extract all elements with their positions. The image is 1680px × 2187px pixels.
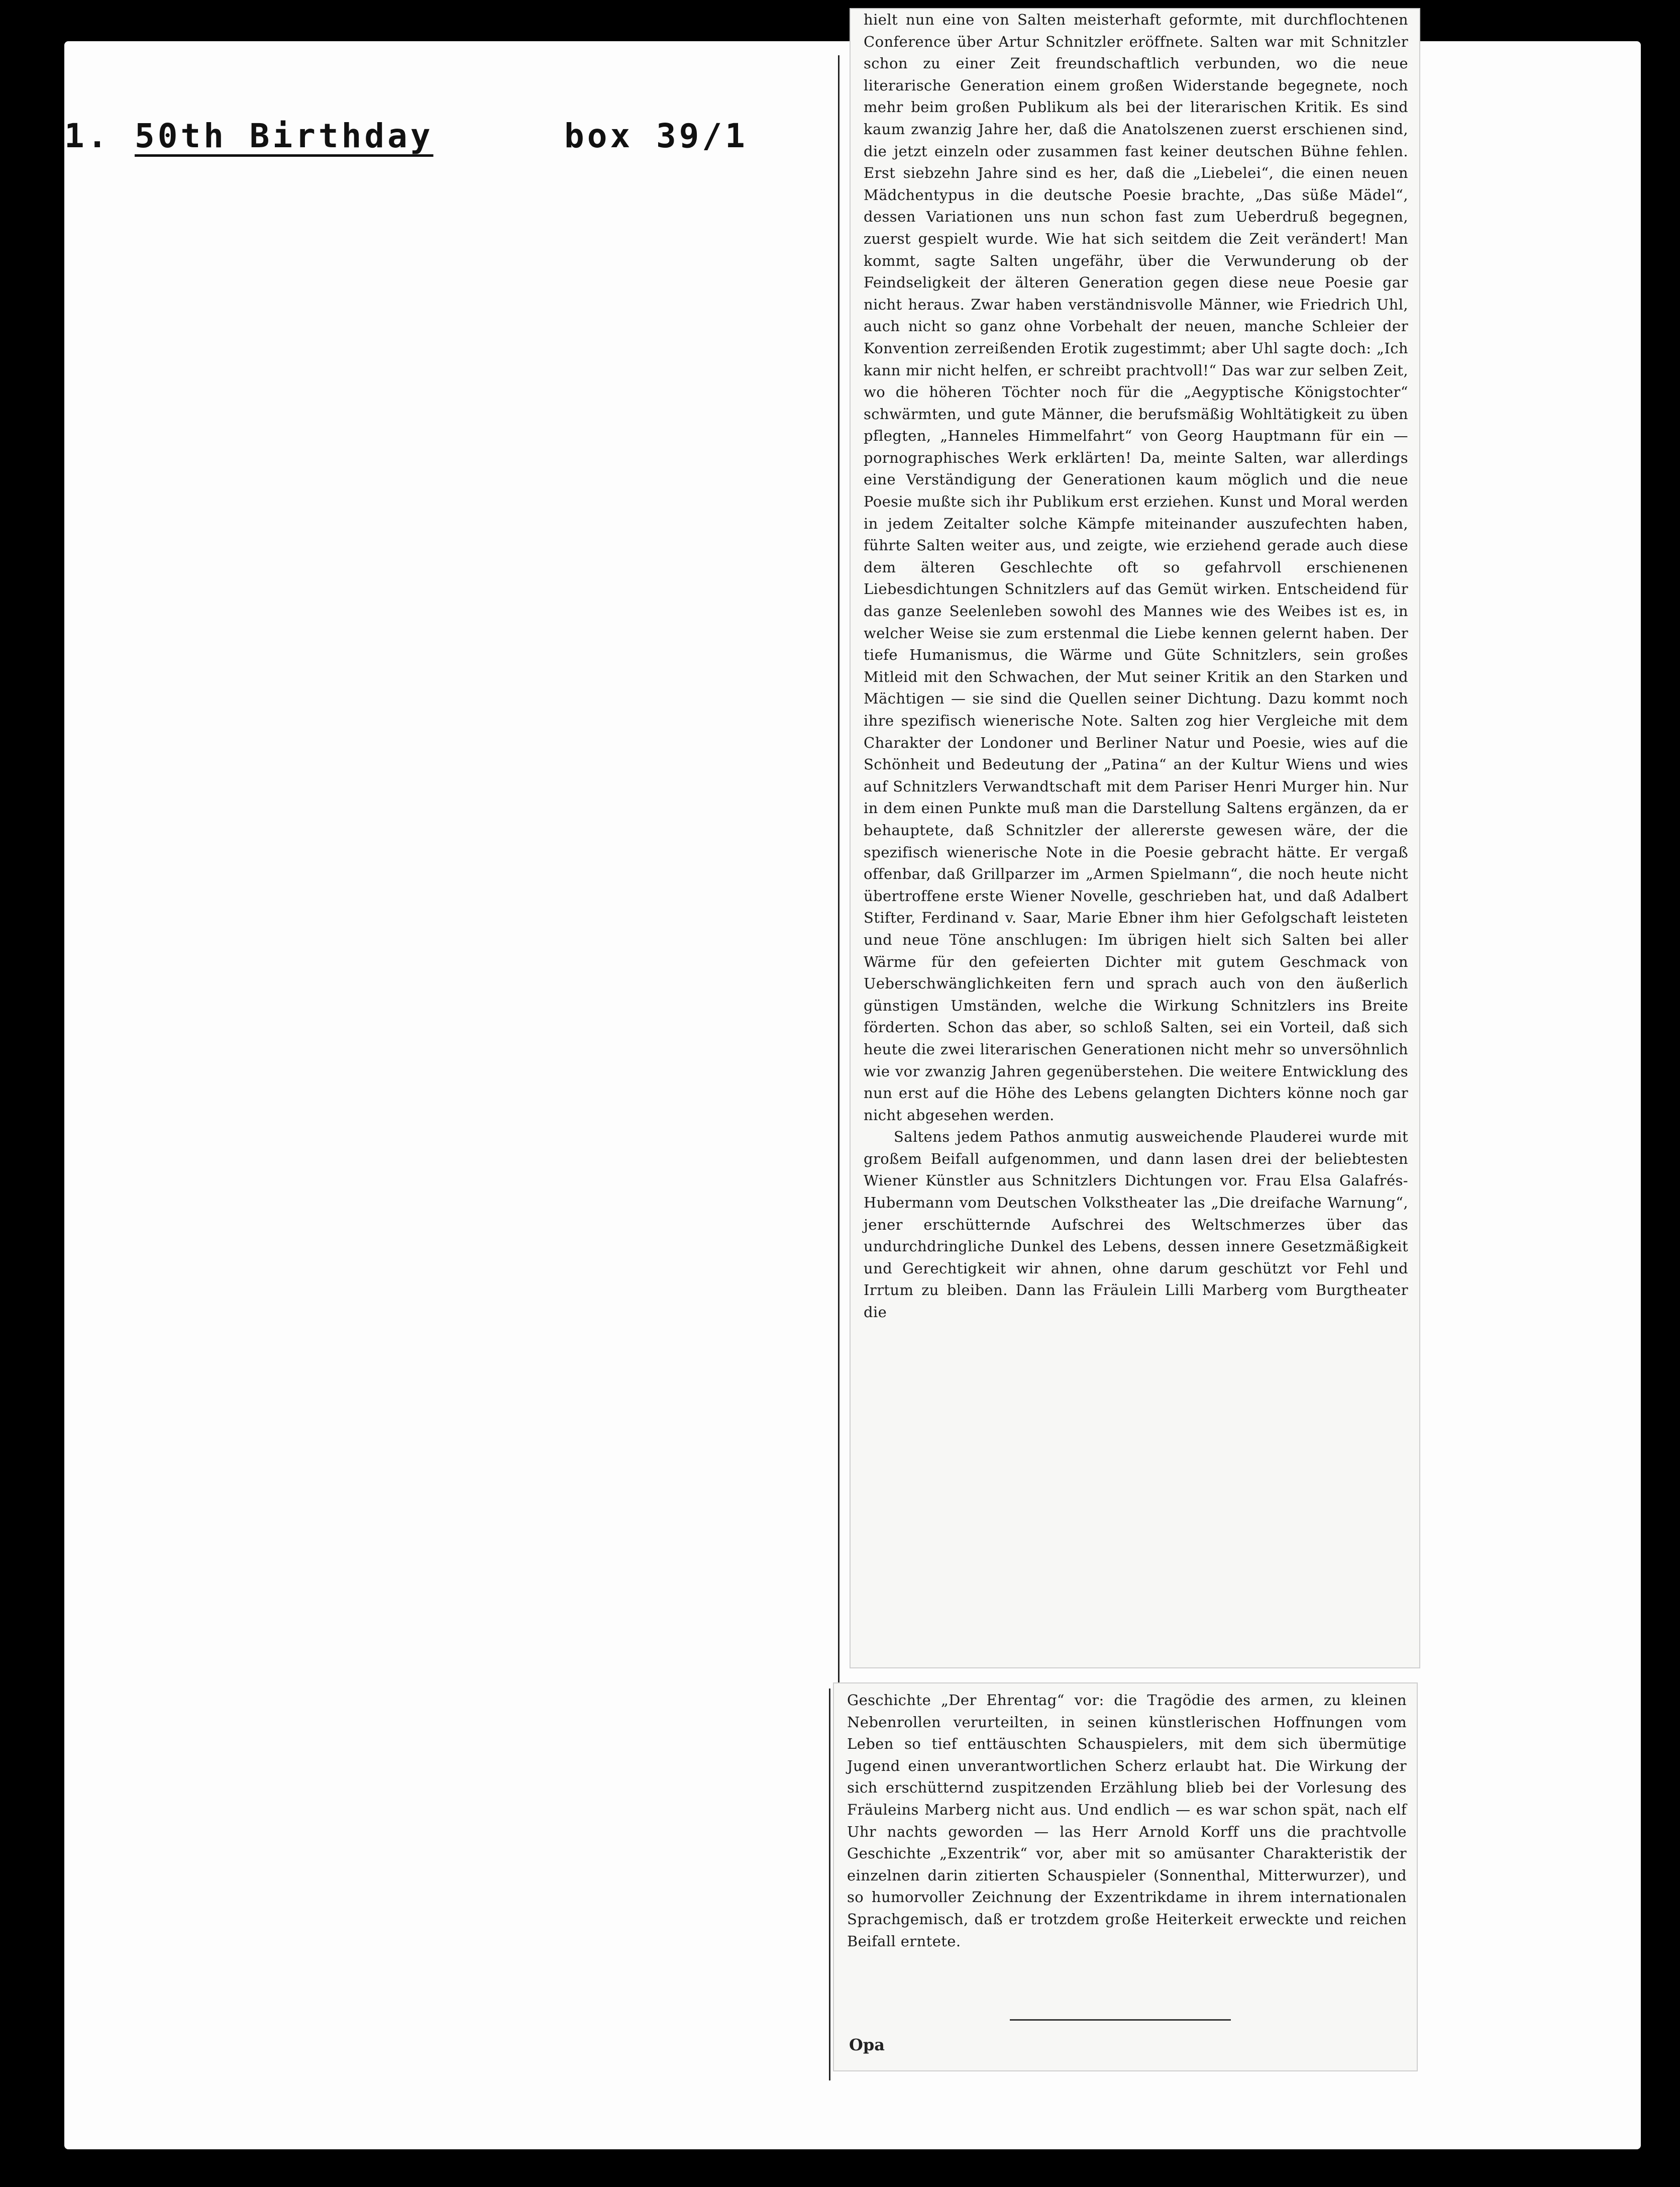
clipping-edge-upper <box>838 55 839 1714</box>
newspaper-clipping-lower <box>834 1683 1417 2070</box>
header-index: 1. <box>64 117 111 155</box>
newspaper-clipping-upper <box>851 9 1419 1667</box>
clipping-footer-fragment: Opa <box>849 2035 885 2054</box>
clipping-edge-lower <box>829 1688 830 2080</box>
clipping-paragraph: Geschichte „Der Ehrentag“ vor: die Tragödie des armen, zu kleinen Nebenrollen verurteilten, in seinen künstlerischen Hoffnungen vom Leben so tief enttäuschten Schauspielers, mit dem sich übermütige Jugend einen unverantwortlichen Scherz erlaubt hat. Die Wirkung der sich erschütternd zuspitzenden Erzählung blieb bei der Vorlesung des Fräuleins Marberg nicht aus. Und endlich — es war schon spät, nach elf Uhr nachts geworden — las Herr Arnold Korff uns die prachtvolle Geschichte „Exzentrik“ vor, aber mit so amüsanter Charakteristik der einzelnen darin zitierten Schauspieler (Sonnenthal, Mitterwurzer), und so humorvoller Zeichnung der Exzentrikdame in ihrem internationalen Sprachgemisch, daß er trotzdem große Heiterkeit erweckte und reichen Beifall erntete. <box>847 1692 1407 1950</box>
folder-header <box>64 117 918 172</box>
clipping-end-rule <box>1010 2019 1231 2021</box>
clipping-paragraph: Saltens jedem Pathos anmutig ausweichende Plauderei wurde mit großem Beifall aufgenommen, und dann lasen drei der beliebtesten Wiener Künstler aus Schnitzlers Dichtungen vor. Frau Elsa Galafrés-Hubermann vom Deutschen Volkstheater las „Die dreifache Warnung“, jener erschütternde Aufschrei des Weltschmerzes über das undurchdringliche Dunkel des Lebens, dessen innere Gesetzmäßigkeit und Gerechtigkeit wir ahnen, ohne darum geschützt vor Fehl und Irrtum zu bleiben. Dann las Fräulein Lilli Marberg vom Burgtheater die <box>864 1128 1408 1321</box>
box-number: box 39/1 <box>564 117 748 155</box>
clipping-paragraph: hielt nun eine von Salten meisterhaft geformte, mit durchflochtenen Conference über Artur Schnitzler eröffnete. Salten war mit Schnitzler schon zu einer Zeit freundschaftlich verbunden, wo die neue literarische Generation einem großen Widerstande begegnete, noch mehr beim großen Publikum als bei der literarischen Kritik. Es sind kaum zwanzig Jahre her, daß die Anatolszenen zuerst erschienen sind, die jetzt einzeln oder zusammen fast keiner deutschen Bühne fehlen. Erst siebzehn Jahre sind es her, daß die „Liebelei“, die einen neuen Mädchentypus in die deutsche Poesie brachte, „Das süße Mädel“, dessen Variationen uns nun schon fast zum Ueberdruß begegnen, zuerst gespielt wurde. Wie hat sich seitdem die Zeit verändert! Man kommt, sagte Salten ungefähr, über die Verwunderung ob der Feindseligkeit der älteren Generation gegen diese neue Poesie gar nicht heraus. Zwar haben verständnisvolle Männer, wie Friedrich Uhl, auch nicht so ganz ohne Vorbehalt der neuen, manche Schleier der Konvention zerreißenden Erotik zugestimmt; aber Uhl sagte doch: „Ich kann mir nicht helfen, er schreibt prachtvoll!“ Das war zur selben Zeit, wo die höheren Töchter noch für die „Aegyptische Königstochter“ schwärmten, und gute Männer, die berufsmäßig Wohltätigkeit zu üben pflegten, „Hanneles Himmelfahrt“ von Georg Hauptmann für ein — pornographisches Werk erklärten! Da, meinte Salten, war allerdings eine Verständigung der Generationen kaum möglich und die neue Poesie mußte sich ihr Publikum erst erziehen. Kunst und Moral werden in jedem Zeitalter solche Kämpfe miteinander auszufechten haben, führte Salten weiter aus, und zeigte, wie erziehend gerade auch diese dem älteren Geschlechte oft so gefahrvoll erschienenen Liebesdichtungen Schnitzlers auf das Gemüt wirken. Entscheidend für das ganze Seelenleben sowohl des Mannes wie des Weibes ist es, in welcher Weise sie zum erstenmal die Liebe kennen gelernt haben. Der tiefe Humanismus, die Wärme und Güte Schnitzlers, sein großes Mitleid mit den Schwachen, der Mut seiner Kritik an den Starken und Mächtigen — sie sind die Quellen seiner Dichtung. Dazu kommt noch ihre spezifisch wienerische Note. Salten zog hier Vergleiche mit dem Charakter der Londoner und Berliner Natur und Poesie, wies auf die Schönheit und Bedeutung der „Patina“ an der Kultur Wiens und wies auf Schnitzlers Verwandtschaft mit dem Pariser Henri Murger hin. Nur in dem einen Punkte muß man die Darstellung Saltens ergänzen, da er behauptete, daß Schnitzler der allererste gewesen wäre, der die spezifisch wienerische Note in die Poesie gebracht hätte. Er vergaß offenbar, daß Grillparzer im „Armen Spielmann“, die noch heute nicht übertroffene erste Wiener Novelle, geschrieben hat, und daß Adalbert Stifter, Ferdinand v. Saar, Marie Ebner ihm hier Gefolgschaft leisteten und neue Töne anschlugen: Im übrigen hielt sich Salten bei aller Wärme für den gefeierten Dichter mit gutem Geschmack von Ueberschwänglichkeiten fern und sprach auch von den äußerlich günstigen Umständen, welche die Wirkung Schnitzlers ins Breite förderten. Schon das aber, so schloß Salten, sei ein Vorteil, daß sich heute die zwei literarischen Generationen nicht mehr so unversöhnlich wie vor zwanzig Jahren gegenüberstehen. Die weitere Entwicklung des nun erst auf die Höhe des Lebens gelangten Dichters könne noch gar nicht abgesehen werden. <box>864 11 1408 1124</box>
header-label: 50th Birthday <box>135 117 434 155</box>
